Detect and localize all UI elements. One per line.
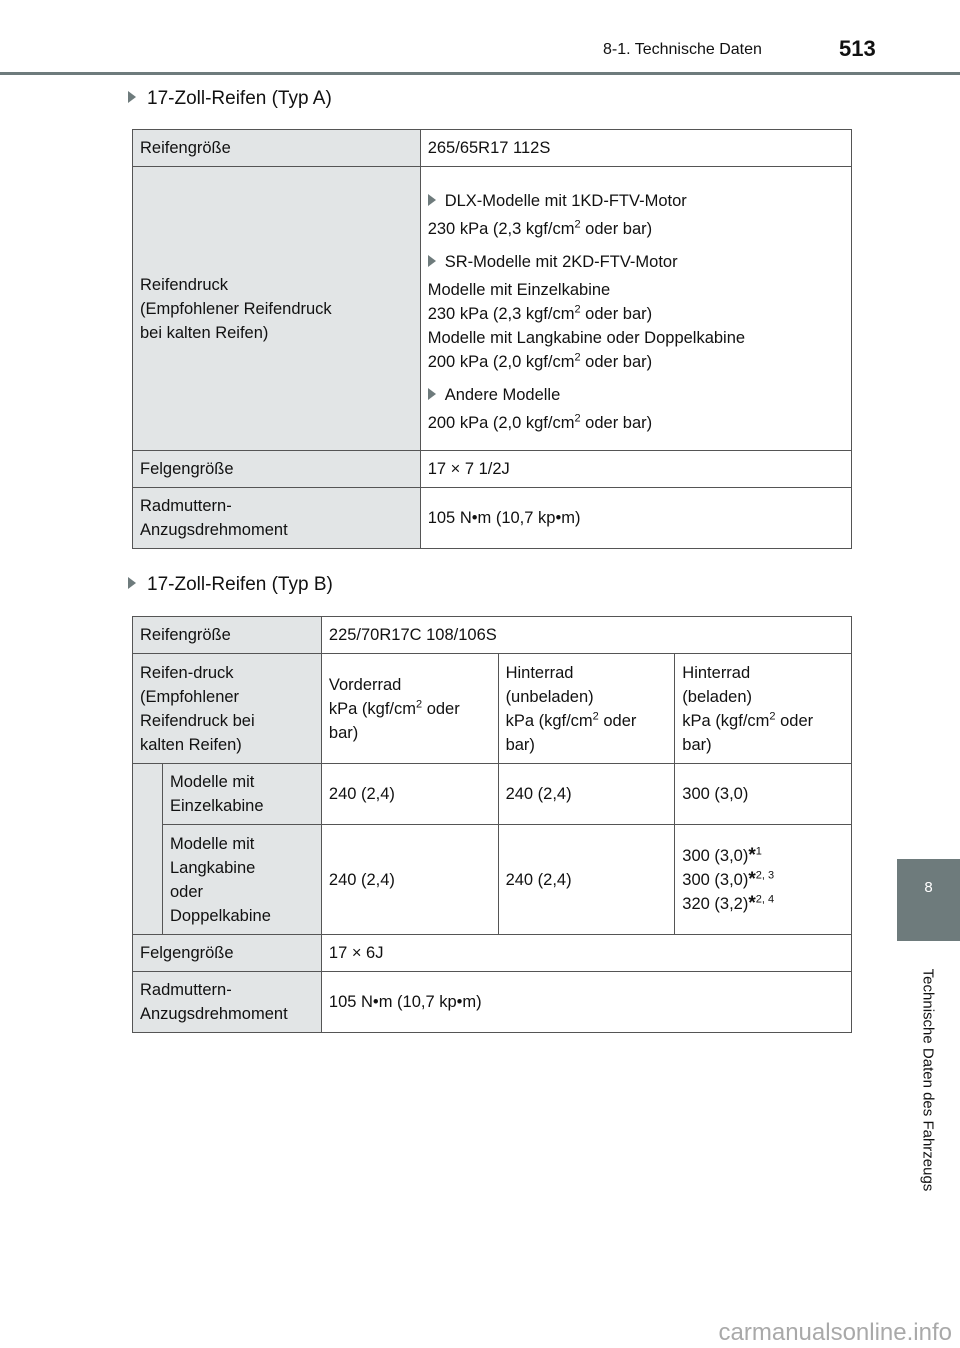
tire-size-value: 225/70R17C 108/106S	[321, 617, 851, 654]
triangle-bullet-icon	[428, 388, 436, 400]
table-row	[133, 825, 852, 935]
other-heading: Andere Modelle	[428, 383, 844, 407]
other-value: 200 kPa (2,0 kgf/$cm^2$ oder bar)	[427, 412, 653, 432]
pressure-label-spacer	[133, 764, 163, 935]
rim-size-label: Felgengröße	[133, 935, 322, 972]
nut-torque-label: Radmuttern- Anzugsdrehmoment	[133, 972, 322, 1033]
table-row	[133, 167, 852, 451]
table-row	[133, 617, 852, 654]
footnote-star-icon: *	[748, 844, 756, 866]
long-cab-front: 240 (2,4)	[321, 825, 498, 935]
table-row	[133, 451, 852, 488]
long-cab-rear-empty: 240 (2,4)	[498, 825, 675, 935]
single-cab-front: 240 (2,4)	[321, 764, 498, 825]
table-row	[133, 972, 852, 1033]
sr-values: Modelle mit Einzelkabine 230 kPa (2,3 kgf/$cm^2$ oder bar) Modelle mit Langkabine oder Doppelkabine 200 kPa (2,0 kgf/$cm^2$ oder bar)	[427, 280, 746, 371]
nut-torque-value: 105 N•m (10,7 kp•m)	[321, 972, 851, 1033]
section-a-title: 17-Zoll-Reifen (Typ A)	[128, 88, 332, 110]
sr-heading: SR-Modelle mit 2KD-FTV-Motor	[428, 250, 844, 274]
nut-torque-label: Radmuttern- Anzugsdrehmoment	[133, 488, 421, 549]
footnote-star-icon: *	[748, 868, 756, 890]
page-number: 513	[839, 36, 876, 61]
triangle-bullet-icon	[128, 91, 136, 103]
tire-size-value: 265/65R17 112S	[420, 130, 851, 167]
header-section-title: 8-1. Technische Daten	[603, 41, 762, 58]
rim-size-label: Felgengröße	[133, 451, 421, 488]
table-row	[133, 488, 852, 549]
column-header-front: Vorderrad kPa ($kgf/cm^2$ oder bar)	[321, 654, 498, 764]
triangle-bullet-icon	[428, 255, 436, 267]
rim-size-value: 17 × 6J	[321, 935, 851, 972]
dlx-heading: DLX-Modelle mit 1KD-FTV-Motor	[428, 189, 844, 213]
table-row	[133, 764, 852, 825]
pressure-label: Reifendruck (Empfohlener Reifendruck bei kalten Reifen)	[133, 167, 421, 451]
column-header-rear-loaded: Hinterrad (beladen) kPa ($kgf/cm^2$ oder bar)	[675, 654, 852, 764]
triangle-bullet-icon	[428, 194, 436, 206]
single-cab-rear-loaded: 300 (3,0)	[675, 764, 852, 825]
table-type-a	[132, 129, 852, 549]
table-row	[133, 130, 852, 167]
footnote-star-icon: *	[748, 892, 756, 914]
chapter-number: 8	[924, 879, 933, 896]
pressure-label: Reifen-druck (Empfohlener Reifendruck bei kalten Reifen)	[133, 654, 322, 764]
tire-size-label: Reifengröße	[133, 130, 421, 167]
nut-torque-value: 105 N•m (10,7 kp•m)	[420, 488, 851, 549]
long-cab-rear-loaded: 300 (3,0)*$^1$ 300 (3,0)*$^{2, 3}$ 320 (3,2)*$^{2, 4}$	[675, 825, 852, 935]
row-label-single-cab: Modelle mit Einzelkabine	[162, 764, 321, 825]
triangle-bullet-icon	[128, 577, 136, 589]
tire-size-label: Reifengröße	[133, 617, 322, 654]
rim-size-value: 17 × 7 1/2J	[420, 451, 851, 488]
row-label-long-cab: Modelle mit Langkabine oder Doppelkabine	[162, 825, 321, 935]
watermark: carmanualsonline.info	[718, 1319, 952, 1346]
dlx-value: 230 kPa (2,3 kgf/$cm^2$ oder bar)	[427, 218, 653, 238]
chapter-title: Technische Daten des Fahrzeugs	[919, 968, 937, 1192]
table-type-b	[132, 616, 852, 1033]
section-b-title: 17-Zoll-Reifen (Typ B)	[128, 574, 333, 596]
column-header-rear-empty: Hinterrad (unbeladen) kPa ($kgf/cm^2$ oder bar)	[498, 654, 675, 764]
table-row	[133, 935, 852, 972]
single-cab-rear-empty: 240 (2,4)	[498, 764, 675, 825]
header-rule	[0, 72, 960, 75]
pressure-values	[420, 167, 851, 451]
chapter-tab	[897, 859, 960, 941]
table-row	[133, 654, 852, 764]
